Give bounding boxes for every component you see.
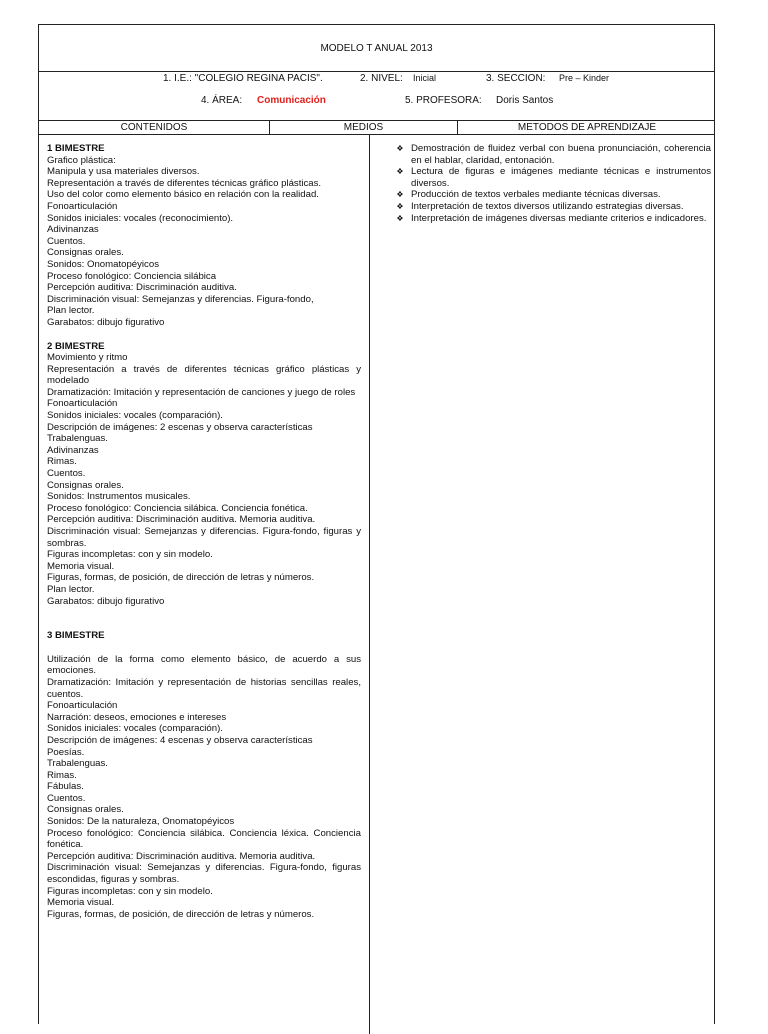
contenido-item: Fábulas. — [47, 781, 84, 793]
contenido-item: Grafico plástica: — [47, 154, 116, 166]
nivel-value: Inicial — [413, 73, 437, 83]
contenido-item: Trabalenguas. — [47, 758, 108, 770]
contenido-item: Sonidos: Onomatopéyicos — [47, 258, 159, 270]
bimestre-3-list — [47, 654, 361, 921]
metodo-text: Lectura de figuras e imágenes mediante técnicas e instrumentos diversos. — [411, 166, 711, 189]
contenido-item: Figuras incompletas: con y sin modelo. — [47, 549, 213, 561]
metodo-text: Demostración de fluidez verbal con buena pronunciación, coherencia en el hablar, claridad, entonación. — [411, 143, 711, 166]
contenido-item: Percepción auditiva: Discriminación auditiva. Memoria auditiva. — [47, 514, 316, 526]
info-line-2 — [39, 95, 714, 109]
contenido-item: Figuras incompletas: con y sin modelo. — [47, 885, 213, 897]
contenido-item: Poesías. — [47, 746, 85, 758]
contenido-item: Utilización de la forma como elemento básico, de acuerdo a sus emociones. — [47, 653, 361, 677]
bimestre-1-title: 1 BIMESTRE — [47, 143, 105, 154]
seccion-label: 3. SECCION: — [486, 73, 546, 84]
contenido-item: Garabatos: dibujo figurativo — [47, 316, 165, 328]
contenido-item: Descripción de imágenes: 4 escenas y observa características — [47, 734, 313, 746]
diamond-bullet-icon: ❖ — [396, 167, 404, 177]
contenido-item: Plan lector. — [47, 583, 95, 595]
contenidos-column — [47, 143, 361, 920]
contenido-item: Dramatización: Imitación y representación de canciones y juego de roles — [47, 386, 356, 398]
contenido-item: Sonidos: Instrumentos musicales. — [47, 491, 191, 503]
column-header-medios: MEDIOS — [270, 121, 458, 134]
area-label: 4. ÁREA: — [201, 95, 243, 106]
document-title: MODELO T ANUAL 2013 — [39, 25, 714, 72]
bimestre-2-title: 2 BIMESTRE — [47, 340, 105, 352]
contenido-item: Rimas. — [47, 456, 77, 468]
contenido-item: Discriminación visual: Semejanzas y diferencias. Figura-fondo, figuras y sombras. — [47, 526, 361, 549]
contenido-item: Representación a través de diferentes técnicas gráfico plásticas. — [47, 177, 322, 189]
contenido-item: Manipula y usa materiales diversos. — [47, 166, 200, 178]
profesora-value: Doris Santos — [496, 95, 554, 106]
contenido-item: Sonidos iniciales: vocales (comparación). — [47, 410, 223, 422]
contenido-item: Cuentos. — [47, 235, 86, 247]
info-section — [39, 71, 714, 119]
contenido-item: Plan lector. — [47, 305, 95, 317]
contenido-item: Sonidos: De la naturaleza, Onomatopéyicos — [47, 816, 235, 828]
contenido-item: Proceso fonológico: Conciencia silábica. Conciencia léxica. Conciencia fonética. — [47, 827, 361, 851]
column-header-contenidos: CONTENIDOS — [39, 121, 270, 134]
metodo-text: Producción de textos verbales mediante técnicas diversas. — [411, 189, 661, 201]
contenido-item: Proceso fonológico: Conciencia silábica. Conciencia fonética. — [47, 502, 308, 514]
contenido-item: Rimas. — [47, 769, 77, 781]
contenido-item: Dramatización: Imitación y representación de historias sencillas reales, cuentos. — [47, 676, 361, 700]
contenido-item: Discriminación visual: Semejanzas y diferencias. Figura-fondo, — [47, 293, 314, 305]
contenido-item: Descripción de imágenes: 2 escenas y observa características — [47, 421, 313, 433]
metodo-item — [389, 189, 711, 201]
contenido-item: Consignas orales. — [47, 247, 124, 259]
seccion-value: Pre – Kinder — [559, 73, 610, 83]
metodo-item — [389, 166, 711, 189]
contenido-item: Cuentos. — [47, 792, 86, 804]
document-frame — [38, 24, 715, 1024]
info-line-1 — [39, 71, 714, 85]
metodo-item — [389, 213, 711, 225]
ie-label: 1. I.E.: "COLEGIO REGINA PACIS". — [163, 73, 323, 84]
metodo-text: Interpretación de textos diversos utilizando estrategias diversas. — [411, 200, 684, 212]
bimestre-1-list — [47, 155, 361, 329]
bimestre-3-title: 3 BIMESTRE — [47, 630, 105, 642]
metodo-text: Interpretación de imágenes diversas mediante criterios e indicadores. — [411, 212, 707, 224]
diamond-bullet-icon: ❖ — [396, 190, 404, 200]
column-header-row — [39, 120, 714, 135]
contenido-item: Sonidos iniciales: vocales (comparación). — [47, 723, 223, 735]
contenido-item: Figuras, formas, de posición, de dirección de letras y números. — [47, 908, 315, 920]
metodo-item — [389, 201, 711, 213]
metodo-item — [389, 143, 711, 166]
contenido-item: Fonoarticulación — [47, 398, 118, 410]
contenido-item: Memoria visual. — [47, 560, 115, 572]
diamond-bullet-icon: ❖ — [396, 144, 404, 153]
contenido-item: Garabatos: dibujo figurativo — [47, 595, 165, 607]
contenido-item: Percepción auditiva: Discriminación auditiva. Memoria auditiva. — [47, 850, 316, 862]
contenido-item: Figuras, formas, de posición, de dirección de letras y números. — [47, 572, 315, 584]
metodos-column — [389, 143, 711, 224]
diamond-bullet-icon: ❖ — [396, 201, 404, 211]
contenido-item: Consignas orales. — [47, 479, 124, 491]
contenido-item: Cuentos. — [47, 468, 86, 480]
contenido-item: Proceso fonológico: Conciencia silábica — [47, 270, 217, 282]
contenido-item: Percepción auditiva: Discriminación auditiva. — [47, 282, 237, 294]
metodos-list — [389, 143, 711, 224]
contenido-item: Representación a través de diferentes técnicas gráfico plásticas y modelado — [47, 363, 361, 387]
profesora-label: 5. PROFESORA: — [405, 95, 482, 106]
contenido-item: Fonoarticulación — [47, 200, 118, 212]
bimestre-2-list — [47, 352, 361, 607]
area-value: Comunicación — [257, 95, 326, 106]
column-header-metodos: METODOS DE APRENDIZAJE — [517, 122, 657, 133]
nivel-label: 2. NIVEL: — [360, 73, 403, 84]
contenido-item: Memoria visual. — [47, 897, 115, 909]
contenido-item: Adivinanzas — [47, 444, 99, 456]
contenido-item: Fonoarticulación — [47, 700, 118, 712]
contenido-item: Uso del color como elemento básico en relación con la realidad. — [47, 189, 319, 201]
contenido-item: Trabalenguas. — [47, 433, 108, 445]
contenido-item: Adivinanzas — [47, 224, 99, 236]
contenido-item: Sonidos iniciales: vocales (reconocimiento). — [47, 212, 234, 224]
contenido-item: Consignas orales. — [47, 804, 124, 816]
diamond-bullet-icon: ❖ — [396, 213, 404, 223]
contenido-item: Narración: deseos, emociones e intereses — [47, 711, 227, 723]
column-divider — [369, 134, 370, 1034]
contenido-item: Discriminación visual: Semejanzas y diferencias. Figura-fondo, figuras escondidas, figuras y sombras. — [47, 862, 361, 886]
contenido-item: Movimiento y ritmo — [47, 352, 128, 364]
